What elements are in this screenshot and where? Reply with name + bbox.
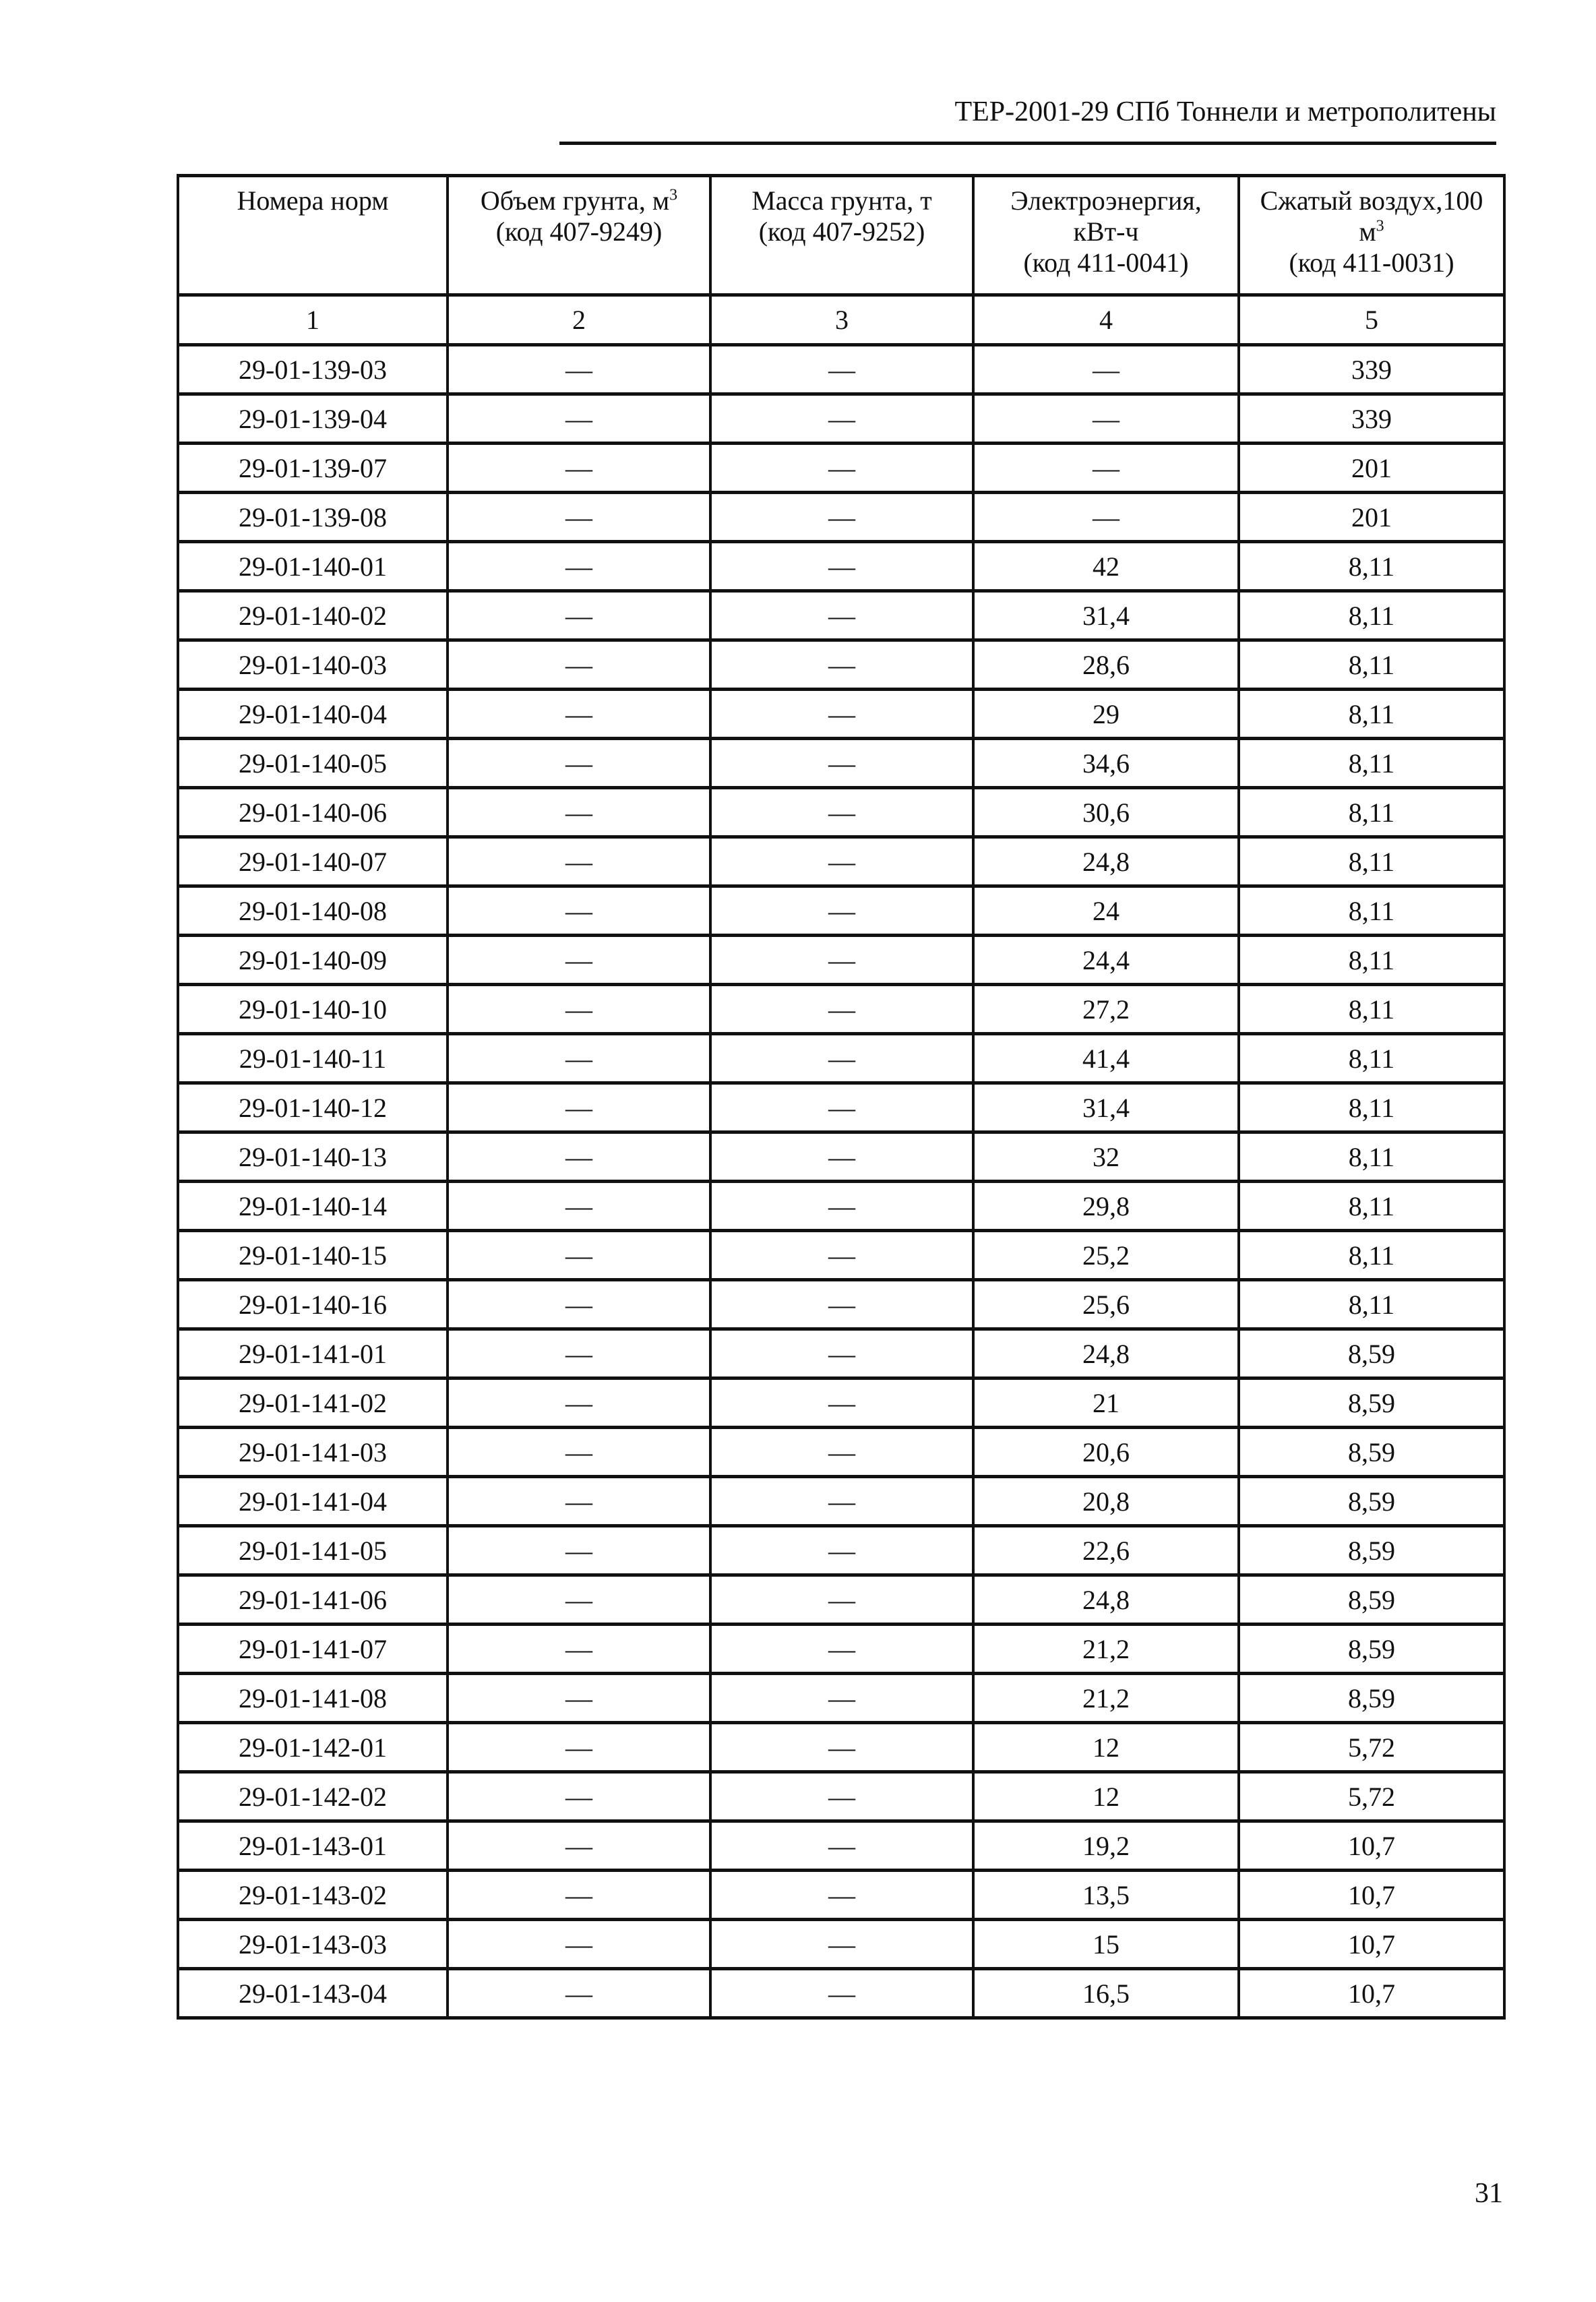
electricity-cell: 24,8 [973, 837, 1239, 886]
electricity-cell: 29,8 [973, 1182, 1239, 1231]
norm-number-cell: 29-01-143-01 [178, 1821, 448, 1871]
soil-mass-cell: — [710, 542, 973, 591]
soil-mass-cell: — [710, 985, 973, 1034]
column-header-electricity [973, 176, 1239, 295]
table-row [178, 1329, 1504, 1379]
column-header-text: Объем грунта, м [480, 185, 670, 216]
soil-mass-cell: — [710, 591, 973, 640]
compressed-air-cell: 8,11 [1239, 640, 1504, 690]
norm-number-cell: 29-01-140-15 [178, 1231, 448, 1280]
soil-volume-cell: — [448, 739, 710, 788]
soil-volume-cell: — [448, 493, 710, 542]
soil-volume-cell: — [448, 886, 710, 936]
soil-volume-cell: — [448, 1871, 710, 1920]
compressed-air-cell: 8,59 [1239, 1625, 1504, 1674]
norm-number-cell: 29-01-140-09 [178, 936, 448, 985]
soil-volume-cell: — [448, 1132, 710, 1182]
soil-mass-cell: — [710, 1034, 973, 1083]
norm-number-cell: 29-01-139-04 [178, 394, 448, 444]
column-header-norm-numbers [178, 176, 448, 295]
electricity-cell: — [973, 345, 1239, 394]
norm-number-cell: 29-01-141-01 [178, 1329, 448, 1379]
compressed-air-cell: 8,11 [1239, 542, 1504, 591]
soil-volume-cell: — [448, 1477, 710, 1526]
soil-volume-cell: — [448, 1821, 710, 1871]
electricity-cell: 41,4 [973, 1034, 1239, 1083]
norm-number-cell: 29-01-140-10 [178, 985, 448, 1034]
compressed-air-cell: 8,11 [1239, 837, 1504, 886]
electricity-cell: 20,6 [973, 1428, 1239, 1477]
soil-volume-cell: — [448, 1772, 710, 1821]
norm-number-cell: 29-01-140-03 [178, 640, 448, 690]
soil-mass-cell: — [710, 788, 973, 837]
compressed-air-cell: 339 [1239, 394, 1504, 444]
table-header-row [178, 176, 1504, 295]
soil-mass-cell: — [710, 1083, 973, 1132]
electricity-cell: 19,2 [973, 1821, 1239, 1871]
electricity-cell: 20,8 [973, 1477, 1239, 1526]
electricity-cell: 12 [973, 1723, 1239, 1772]
norms-resource-table [177, 174, 1506, 2020]
electricity-cell: 16,5 [973, 1969, 1239, 2018]
norm-number-cell: 29-01-140-04 [178, 690, 448, 739]
electricity-cell: 21,2 [973, 1625, 1239, 1674]
column-header-line: Масса грунта, т [751, 185, 932, 216]
soil-volume-cell: — [448, 444, 710, 493]
compressed-air-cell: 8,11 [1239, 985, 1504, 1034]
column-number: 1 [178, 295, 448, 345]
table-row [178, 690, 1504, 739]
table-row [178, 788, 1504, 837]
soil-volume-cell: — [448, 1182, 710, 1231]
soil-volume-cell: — [448, 1969, 710, 2018]
compressed-air-cell: 201 [1239, 493, 1504, 542]
compressed-air-cell: 8,59 [1239, 1674, 1504, 1723]
electricity-cell: 28,6 [973, 640, 1239, 690]
compressed-air-cell: 8,11 [1239, 739, 1504, 788]
table-row [178, 1674, 1504, 1723]
column-header-line: (код 411-0031) [1289, 247, 1454, 278]
electricity-cell: 25,2 [973, 1231, 1239, 1280]
soil-mass-cell: — [710, 1526, 973, 1575]
compressed-air-cell: 8,59 [1239, 1575, 1504, 1625]
compressed-air-cell: 8,11 [1239, 591, 1504, 640]
norm-number-cell: 29-01-141-04 [178, 1477, 448, 1526]
soil-volume-cell: — [448, 1280, 710, 1329]
norm-number-cell: 29-01-143-04 [178, 1969, 448, 2018]
column-header-text: м [1359, 216, 1376, 247]
soil-mass-cell: — [710, 837, 973, 886]
norm-number-cell: 29-01-140-13 [178, 1132, 448, 1182]
column-header-soil-mass [710, 176, 973, 295]
compressed-air-cell: 8,11 [1239, 936, 1504, 985]
soil-volume-cell: — [448, 1674, 710, 1723]
column-header-line: (код 407-9249) [495, 216, 663, 247]
table-row [178, 1083, 1504, 1132]
norm-number-cell: 29-01-143-03 [178, 1920, 448, 1969]
soil-mass-cell: — [710, 690, 973, 739]
compressed-air-cell: 8,11 [1239, 1034, 1504, 1083]
soil-mass-cell: — [710, 936, 973, 985]
soil-mass-cell: — [710, 739, 973, 788]
column-header-line: Сжатый воздух,100 [1260, 185, 1483, 216]
column-number: 2 [448, 295, 710, 345]
table-row [178, 444, 1504, 493]
compressed-air-cell: 8,11 [1239, 788, 1504, 837]
norm-number-cell: 29-01-140-01 [178, 542, 448, 591]
electricity-cell: 24,8 [973, 1575, 1239, 1625]
table-row [178, 1871, 1504, 1920]
electricity-cell: — [973, 394, 1239, 444]
compressed-air-cell: 8,11 [1239, 1280, 1504, 1329]
soil-volume-cell: — [448, 690, 710, 739]
compressed-air-cell: 5,72 [1239, 1772, 1504, 1821]
norm-number-cell: 29-01-142-01 [178, 1723, 448, 1772]
soil-mass-cell: — [710, 394, 973, 444]
table-row [178, 1625, 1504, 1674]
table-row [178, 1379, 1504, 1428]
norm-number-cell: 29-01-141-06 [178, 1575, 448, 1625]
electricity-cell: 24,8 [973, 1329, 1239, 1379]
soil-volume-cell: — [448, 394, 710, 444]
electricity-cell: 24 [973, 886, 1239, 936]
soil-mass-cell: — [710, 345, 973, 394]
table-row [178, 1772, 1504, 1821]
column-number: 5 [1239, 295, 1504, 345]
compressed-air-cell: 8,11 [1239, 1132, 1504, 1182]
soil-mass-cell: — [710, 1182, 973, 1231]
electricity-cell: 12 [973, 1772, 1239, 1821]
norm-number-cell: 29-01-140-06 [178, 788, 448, 837]
soil-mass-cell: — [710, 1280, 973, 1329]
norm-number-cell: 29-01-140-05 [178, 739, 448, 788]
soil-mass-cell: — [710, 1625, 973, 1674]
electricity-cell: — [973, 493, 1239, 542]
compressed-air-cell: 10,7 [1239, 1871, 1504, 1920]
column-header-line: Номера норм [237, 185, 389, 216]
table-row [178, 1920, 1504, 1969]
soil-volume-cell: — [448, 1329, 710, 1379]
running-header-title: ТЕР-2001-29 СПб Тоннели и метрополитены [954, 96, 1496, 127]
soil-volume-cell: — [448, 1625, 710, 1674]
electricity-cell: 21,2 [973, 1674, 1239, 1723]
table-row [178, 985, 1504, 1034]
column-number: 3 [710, 295, 973, 345]
norm-number-cell: 29-01-141-08 [178, 1674, 448, 1723]
electricity-cell: 32 [973, 1132, 1239, 1182]
compressed-air-cell: 8,11 [1239, 1182, 1504, 1231]
soil-volume-cell: — [448, 1379, 710, 1428]
table-row [178, 394, 1504, 444]
norm-number-cell: 29-01-140-07 [178, 837, 448, 886]
electricity-cell: 13,5 [973, 1871, 1239, 1920]
table-row [178, 1526, 1504, 1575]
soil-mass-cell: — [710, 1132, 973, 1182]
table-row [178, 1477, 1504, 1526]
soil-volume-cell: — [448, 837, 710, 886]
soil-volume-cell: — [448, 1723, 710, 1772]
table-row [178, 1231, 1504, 1280]
electricity-cell: 42 [973, 542, 1239, 591]
column-header-line: (код 407-9252) [758, 216, 925, 247]
table-row [178, 1280, 1504, 1329]
table-row [178, 345, 1504, 394]
soil-volume-cell: — [448, 1231, 710, 1280]
table-row [178, 886, 1504, 936]
soil-mass-cell: — [710, 640, 973, 690]
column-header-soil-volume [448, 176, 710, 295]
soil-mass-cell: — [710, 1723, 973, 1772]
compressed-air-cell: 8,59 [1239, 1526, 1504, 1575]
table-row [178, 837, 1504, 886]
electricity-cell: 21 [973, 1379, 1239, 1428]
superscript: 3 [669, 186, 678, 204]
electricity-cell: 25,6 [973, 1280, 1239, 1329]
column-header-line: кВт-ч [1073, 216, 1139, 247]
compressed-air-cell: 8,59 [1239, 1428, 1504, 1477]
soil-mass-cell: — [710, 1821, 973, 1871]
electricity-cell: 22,6 [973, 1526, 1239, 1575]
electricity-cell: 31,4 [973, 591, 1239, 640]
electricity-cell: 34,6 [973, 739, 1239, 788]
compressed-air-cell: 8,11 [1239, 690, 1504, 739]
soil-mass-cell: — [710, 1379, 973, 1428]
compressed-air-cell: 8,11 [1239, 1231, 1504, 1280]
table-row [178, 493, 1504, 542]
electricity-cell: 24,4 [973, 936, 1239, 985]
compressed-air-cell: 5,72 [1239, 1723, 1504, 1772]
soil-volume-cell: — [448, 1920, 710, 1969]
soil-mass-cell: — [710, 1920, 973, 1969]
compressed-air-cell: 10,7 [1239, 1821, 1504, 1871]
soil-volume-cell: — [448, 1575, 710, 1625]
table-row [178, 1575, 1504, 1625]
table-row [178, 640, 1504, 690]
soil-mass-cell: — [710, 1969, 973, 2018]
table-body [178, 345, 1504, 2018]
compressed-air-cell: 8,11 [1239, 886, 1504, 936]
norm-number-cell: 29-01-141-07 [178, 1625, 448, 1674]
norm-number-cell: 29-01-140-14 [178, 1182, 448, 1231]
table-row [178, 936, 1504, 985]
column-header-line: (код 411-0041) [1023, 247, 1189, 278]
page-number: 31 [1475, 2178, 1503, 2209]
table-row [178, 542, 1504, 591]
column-header-line [449, 185, 709, 216]
norm-number-cell: 29-01-141-03 [178, 1428, 448, 1477]
soil-mass-cell: — [710, 886, 973, 936]
compressed-air-cell: 339 [1239, 345, 1504, 394]
soil-mass-cell: — [710, 1231, 973, 1280]
column-header-line [1240, 216, 1503, 247]
table-row [178, 1723, 1504, 1772]
soil-volume-cell: — [448, 1526, 710, 1575]
norm-number-cell: 29-01-142-02 [178, 1772, 448, 1821]
soil-mass-cell: — [710, 1477, 973, 1526]
norm-number-cell: 29-01-139-03 [178, 345, 448, 394]
norm-number-cell: 29-01-141-05 [178, 1526, 448, 1575]
norm-number-cell: 29-01-140-12 [178, 1083, 448, 1132]
column-number-row [178, 295, 1504, 345]
table-row [178, 1428, 1504, 1477]
table-row [178, 1969, 1504, 2018]
norm-number-cell: 29-01-139-08 [178, 493, 448, 542]
table-row [178, 1821, 1504, 1871]
soil-volume-cell: — [448, 345, 710, 394]
soil-mass-cell: — [710, 444, 973, 493]
table-row [178, 1034, 1504, 1083]
soil-volume-cell: — [448, 542, 710, 591]
soil-mass-cell: — [710, 1428, 973, 1477]
table-row [178, 1132, 1504, 1182]
soil-volume-cell: — [448, 1034, 710, 1083]
electricity-cell: 27,2 [973, 985, 1239, 1034]
soil-mass-cell: — [710, 1871, 973, 1920]
compressed-air-cell: 10,7 [1239, 1920, 1504, 1969]
electricity-cell: — [973, 444, 1239, 493]
norm-number-cell: 29-01-139-07 [178, 444, 448, 493]
column-header-compressed-air [1239, 176, 1504, 295]
table-row [178, 739, 1504, 788]
norm-number-cell: 29-01-141-02 [178, 1379, 448, 1428]
column-number: 4 [973, 295, 1239, 345]
compressed-air-cell: 10,7 [1239, 1969, 1504, 2018]
electricity-cell: 30,6 [973, 788, 1239, 837]
column-header-line: Электроэнергия, [1010, 185, 1202, 216]
soil-mass-cell: — [710, 493, 973, 542]
norm-number-cell: 29-01-140-08 [178, 886, 448, 936]
soil-volume-cell: — [448, 591, 710, 640]
electricity-cell: 29 [973, 690, 1239, 739]
norm-number-cell: 29-01-140-11 [178, 1034, 448, 1083]
soil-volume-cell: — [448, 1083, 710, 1132]
electricity-cell: 15 [973, 1920, 1239, 1969]
soil-mass-cell: — [710, 1674, 973, 1723]
soil-mass-cell: — [710, 1575, 973, 1625]
soil-volume-cell: — [448, 936, 710, 985]
norm-number-cell: 29-01-140-16 [178, 1280, 448, 1329]
compressed-air-cell: 8,11 [1239, 1083, 1504, 1132]
soil-mass-cell: — [710, 1329, 973, 1379]
table-row [178, 1182, 1504, 1231]
soil-volume-cell: — [448, 1428, 710, 1477]
electricity-cell: 31,4 [973, 1083, 1239, 1132]
table-row [178, 591, 1504, 640]
compressed-air-cell: 8,59 [1239, 1477, 1504, 1526]
running-header [559, 93, 1496, 145]
norm-number-cell: 29-01-143-02 [178, 1871, 448, 1920]
soil-volume-cell: — [448, 640, 710, 690]
soil-volume-cell: — [448, 985, 710, 1034]
norm-number-cell: 29-01-140-02 [178, 591, 448, 640]
compressed-air-cell: 8,59 [1239, 1379, 1504, 1428]
superscript: 3 [1376, 217, 1384, 235]
soil-mass-cell: — [710, 1772, 973, 1821]
soil-volume-cell: — [448, 788, 710, 837]
compressed-air-cell: 8,59 [1239, 1329, 1504, 1379]
compressed-air-cell: 201 [1239, 444, 1504, 493]
